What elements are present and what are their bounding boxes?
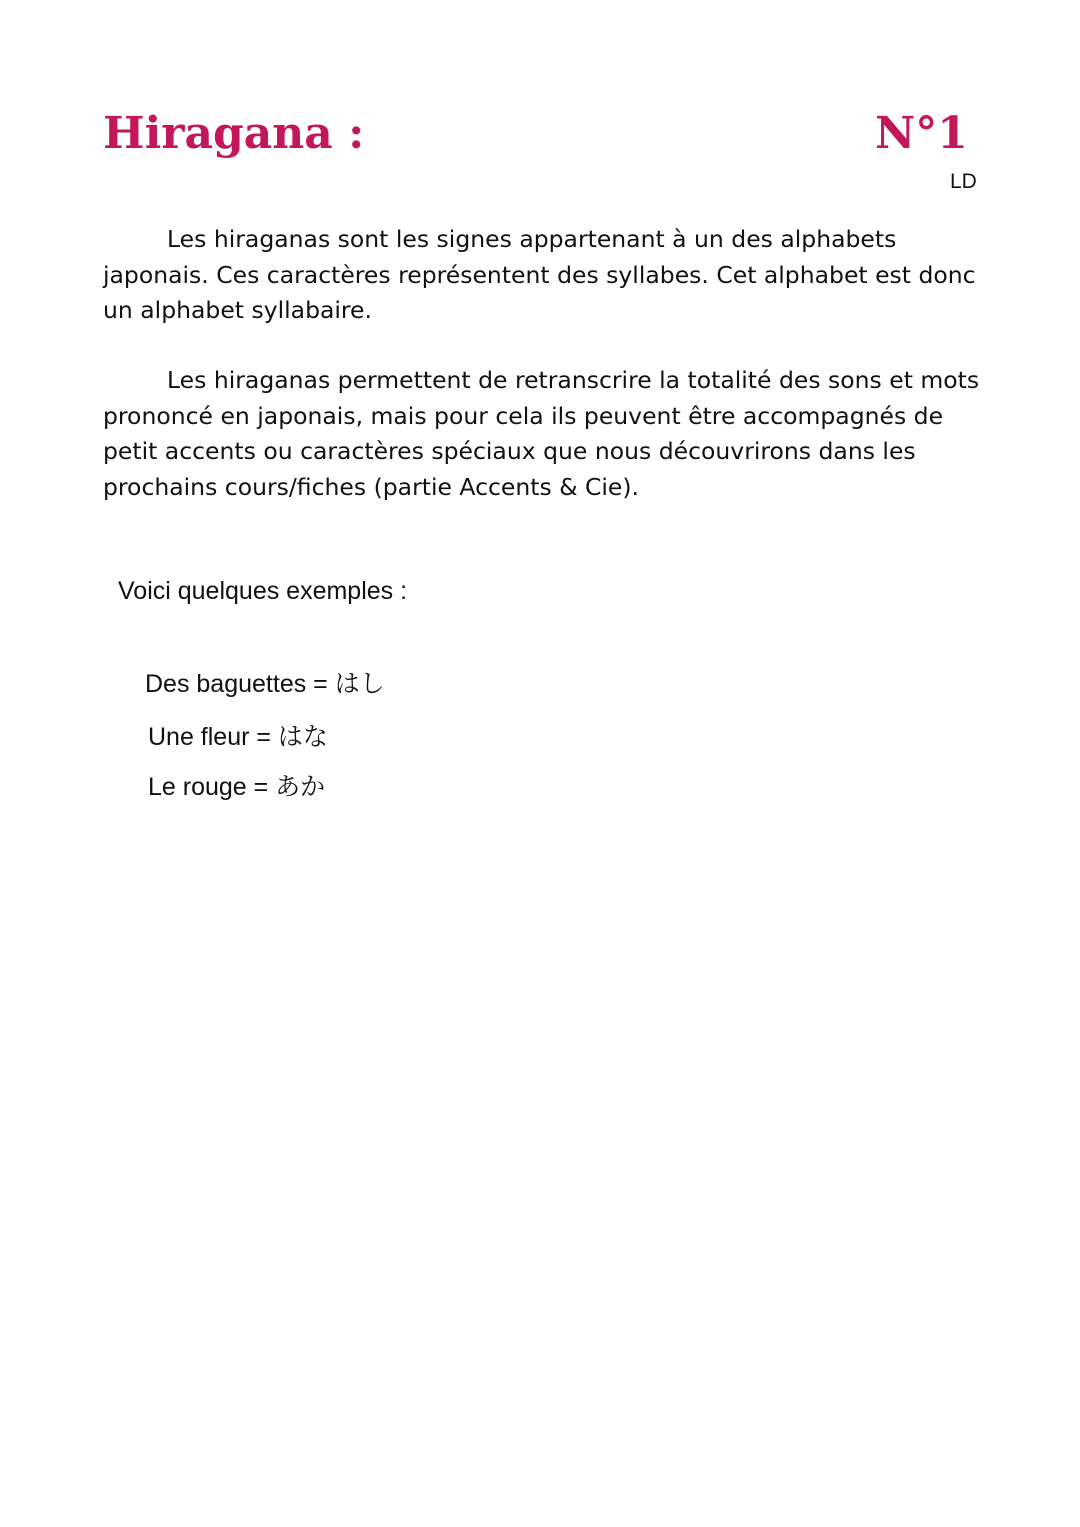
paragraph-line: prochains cours/fiches (partie Accents & Cie).	[103, 472, 640, 501]
sheet-number: N°1	[875, 108, 968, 159]
example-item: Des baguettes = はし	[145, 670, 385, 698]
paragraph-usage	[103, 363, 1003, 505]
page-title: Hiragana :	[103, 108, 365, 159]
paragraph-line: Les hiraganas permettent de retranscrire la totalité des sons et mots	[167, 366, 980, 394]
paragraph-line: Les hiraganas sont les signes appartenant à un des alphabets	[167, 225, 897, 253]
author-initials: LD	[950, 170, 977, 193]
paragraph-line: un alphabet syllabaire.	[103, 296, 372, 324]
example-item: Une fleur = はな	[148, 723, 328, 751]
examples-intro: Voici quelques exemples :	[118, 577, 408, 605]
paragraph-line: prononcé en japonais, mais pour cela ils peuvent être accompagnés de	[103, 401, 944, 430]
paragraph-definition	[103, 222, 1003, 329]
example-item: Le rouge = あか	[148, 773, 326, 801]
paragraph-line: petit accents ou caractères spéciaux que nous découvrirons dans les	[103, 437, 916, 465]
paragraph-line: japonais. Ces caractères représentent des syllabes. Cet alphabet est donc	[103, 260, 976, 289]
